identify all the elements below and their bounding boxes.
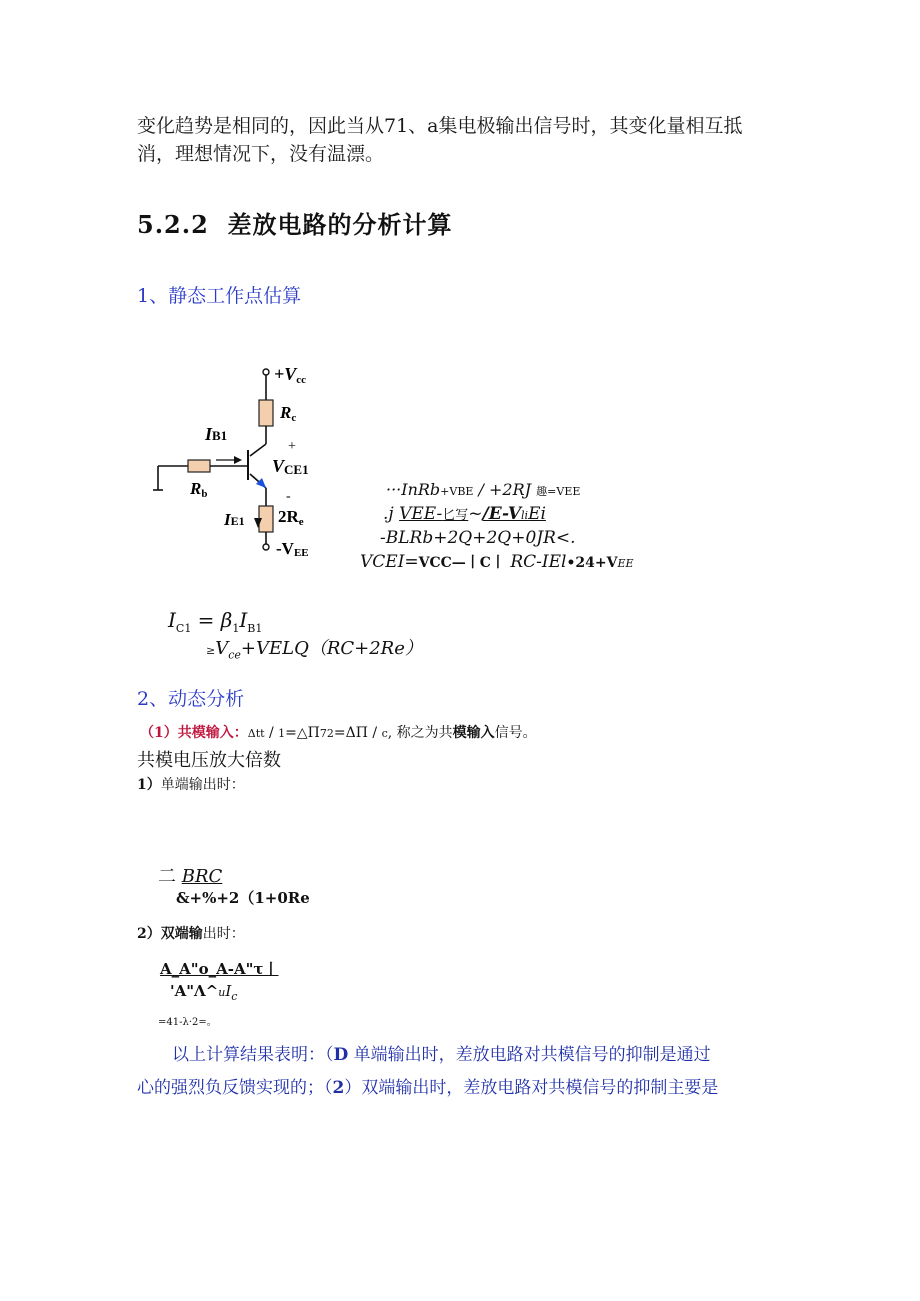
dynamic-analysis-heading: 2、动态分析	[137, 688, 245, 710]
transistor-circuit-diagram	[150, 360, 350, 565]
section-number: 5.2.2	[137, 210, 209, 239]
svg-text:2Re: 2Re	[278, 507, 304, 528]
svg-text:IB1: IB1	[205, 424, 228, 444]
ic-equation: $I_{C1} = \beta_1I_{B1}$	[168, 608, 263, 635]
svg-text:-VEE: -VEE	[276, 539, 309, 559]
svg-text:+: +	[288, 439, 296, 454]
double-end-eq-line-1: A_A"o_A-A"τ丨	[160, 960, 279, 978]
svg-text:VCE1: VCE1	[272, 456, 309, 477]
static-eq-line-1: ···InRb+VBE / +2RJ 趣=VEE	[386, 480, 581, 499]
conclusion-line-1: 以上计算结果表明：（D 单端输出时，差放电路对共模信号的抑制是通过	[172, 1045, 711, 1065]
gain-fraction-denominator: &+%+2（1+0Re	[176, 889, 310, 907]
section-title: 差放电路的分析计算	[227, 210, 453, 239]
gain-fraction-numerator: 二 BRC	[158, 866, 223, 887]
section-heading	[137, 205, 453, 240]
svg-text:Rb: Rb	[190, 479, 208, 500]
body-text-line-1: 变化趋势是相同的，因此当从71、a集电极输出信号时，其变化量相互抵	[137, 115, 743, 137]
svg-text:+Vcc: +Vcc	[274, 364, 307, 386]
svg-text:-: -	[286, 489, 291, 504]
vcc-terminal	[263, 369, 269, 375]
rc-resistor	[259, 400, 273, 426]
common-mode-gain-heading: 共模电压放大倍数	[137, 750, 281, 771]
vee-terminal	[263, 544, 269, 550]
double-end-output-label: 2）双端输出时：	[137, 926, 245, 942]
svg-text:IE1: IE1	[224, 510, 245, 529]
conclusion-line-2: 心的强烈负反馈实现的；（2）双端输出时，差放电路对共模信号的抑制主要是	[137, 1078, 719, 1098]
single-end-output-label: 1）单端输出时：	[137, 777, 245, 793]
double-end-eq-line-2: '$A"\Lambda\^{}uI_c$	[170, 982, 238, 1003]
double-end-eq-line-3: =41-λ·2=。	[158, 1017, 217, 1028]
rb-resistor	[188, 460, 210, 472]
static-eq-line-3: -BLRb+2Q+2Q+0JR<.	[380, 528, 576, 548]
body-text-line-2: 消，理想情况下，没有温漂。	[137, 143, 385, 165]
svg-text:Rc: Rc	[280, 403, 297, 424]
static-eq-line-4: VCEI=VCC—丨C丨 RC-IEl•24+VEE	[360, 552, 634, 572]
vce-equation: $\ge V_{ce}+VELQ(RC+2Re)$	[206, 638, 423, 662]
common-mode-line: （1）共模输入：Δtt / 1=△Π72=ΔΠ / c, 称之为共模输入信号。	[140, 725, 537, 741]
static-analysis-heading: 1、静态工作点估算	[137, 285, 302, 307]
ib-arrow	[234, 456, 242, 464]
static-eq-line-2: .j VEE-匕写~/E-VliEi	[383, 504, 546, 524]
